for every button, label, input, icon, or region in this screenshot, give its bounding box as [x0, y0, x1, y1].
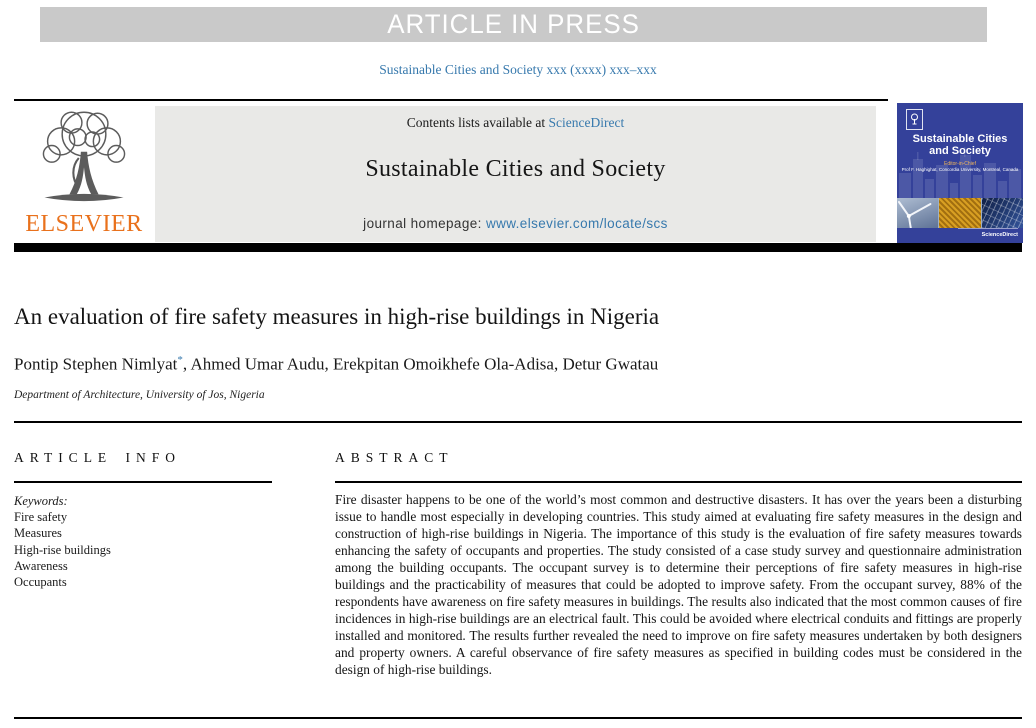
author-name: Pontip Stephen Nimlyat [14, 354, 178, 374]
journal-header-box [155, 106, 876, 242]
abstract-underline [335, 481, 1022, 483]
corresponding-author-asterisk[interactable]: * [177, 354, 183, 366]
journal-cover-thumbnail[interactable] [897, 103, 1023, 243]
cover-sciencedirect-badge: ScienceDirect [981, 232, 1018, 238]
article-in-press-banner [40, 7, 987, 42]
cover-photo-strip [897, 198, 1023, 228]
cover-elsevier-emblem-icon [906, 109, 923, 130]
article-info-heading: ARTICLE INFO [14, 450, 182, 465]
gold-texture-photo [939, 198, 980, 228]
elsevier-logo-block[interactable] [14, 106, 154, 243]
journal-homepage-line [155, 216, 876, 231]
keyword-item: Occupants [14, 575, 67, 590]
page-bottom-rule [14, 717, 1022, 719]
cover-editor-line: Editor-in-Chief Prof F. Haghighat, Concordia University, Montreal, Canada [901, 161, 1019, 172]
wind-turbine-photo [897, 198, 938, 228]
article-info-underline [14, 481, 272, 483]
homepage-prefix: journal homepage: [363, 216, 486, 231]
keyword-item: High-rise buildings [14, 542, 111, 557]
contents-prefix: Contents lists available at [406, 115, 549, 130]
header-top-rule [14, 99, 888, 101]
journal-citation-line: Sustainable Cities and Society xxx (xxxx) xxx–xxx [379, 62, 657, 77]
affiliation-line: Department of Architecture, University of Jos, Nigeria [14, 389, 265, 401]
abstract-heading: ABSTRACT [335, 450, 454, 465]
article-title: An evaluation of fire safety measures in high-rise buildings in Nigeria [14, 304, 660, 329]
header-bottom-bar [14, 243, 1022, 252]
elsevier-wordmark: ELSEVIER [25, 211, 143, 237]
author-line [14, 354, 1014, 375]
journal-homepage-link[interactable]: www.elsevier.com/locate/scs [485, 216, 668, 231]
sciencedirect-link[interactable]: ScienceDirect [548, 115, 625, 130]
keyword-item: Measures [14, 526, 62, 541]
cover-bottom-band [897, 228, 1023, 243]
journal-title: Sustainable Cities and Society [365, 156, 666, 182]
cover-journal-title: Sustainable Cities and Society [912, 133, 1008, 157]
coauthor-names: , Ahmed Umar Audu, Erekpitan Omoikhefe Ola-Adisa, Detur Gwatau [182, 354, 659, 374]
solar-panel-photo [982, 198, 1023, 228]
article-in-press-label: ARTICLE IN PRESS [387, 9, 640, 39]
abstract-text: Fire disaster happens to be one of the world’s most common and destructive disasters. It has over the years been a disturbing issue to handle most especially in developing countries. This study aimed at evaluating fire safety measures in the design and construction of high-rise buildings in Nigeria. The importance of this study is the evaluation of fire safety measures towards enhancing the safety of occupants and properties. The study consisted of a case study survey and questionnaire administration among the building occupants. The occupant survey is to determine their perceptions of fire safety measures in high-rise buildings and the practicability of measures that could be adopted to improve safety. From the occupant survey, 88% of the respondents have awareness on fire safety measures in buildings. The results also indicated that the most common causes of fire incidences in high-rise buildings are an electrical fault. This could be avoided where electrical conduits and fittings are properly installed and monitored. The results further revealed the need to improve on fire safety measures undertaken by both designers and property owners. A careful observance of fire safety measures as specified in building codes must be considered in the design of high-rise buildings. [335, 492, 1022, 677]
contents-list-line [155, 115, 876, 131]
keywords-label: Keywords: [14, 494, 68, 508]
keyword-item: Fire safety [14, 510, 68, 525]
article-info-top-rule [14, 421, 1022, 423]
keywords-block [14, 493, 294, 590]
keyword-item: Awareness [14, 558, 68, 573]
elsevier-tree-icon [14, 106, 154, 210]
